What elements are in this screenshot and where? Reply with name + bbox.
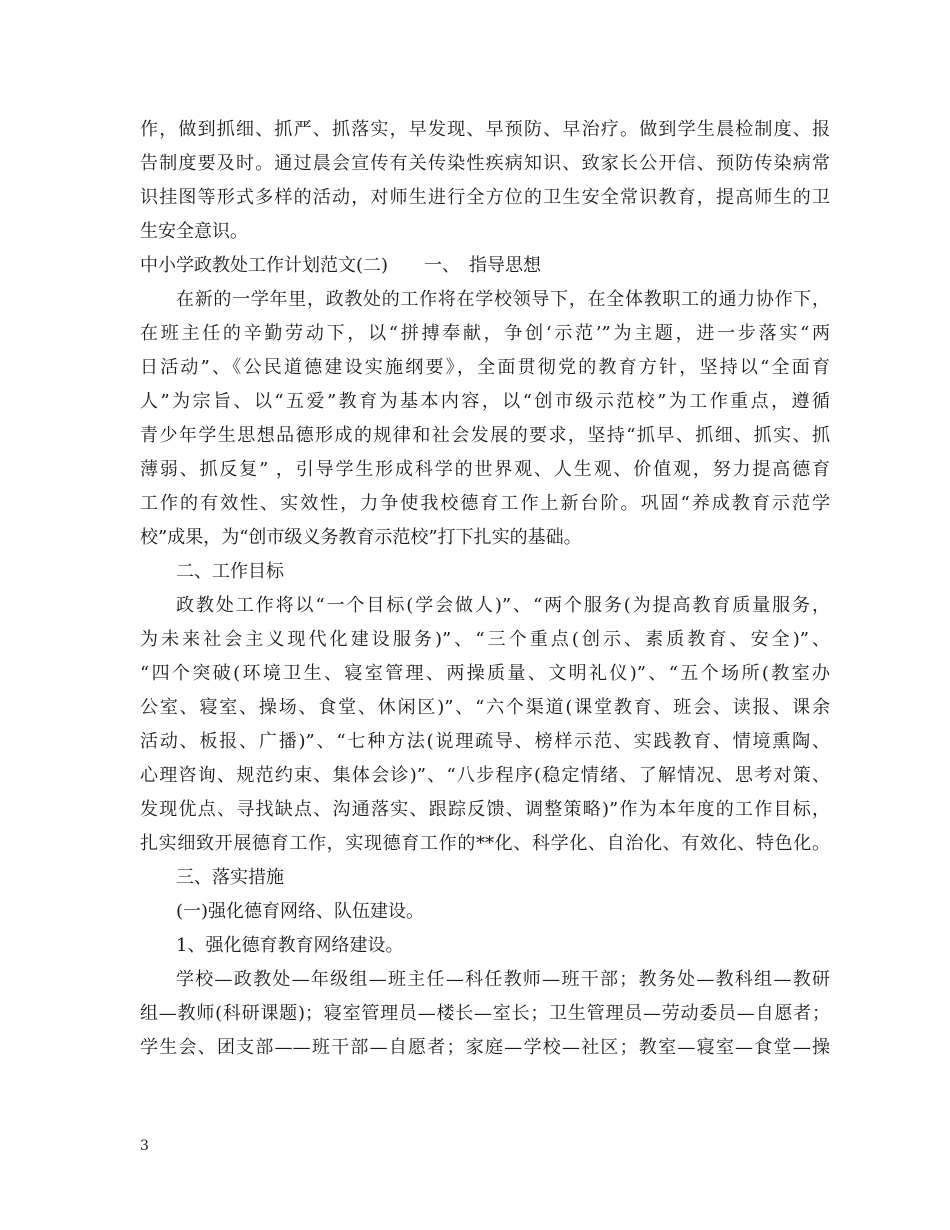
- subsection-heading: (一)强化德育网络、队伍建设。: [176, 901, 425, 922]
- section-heading: 三、落实措施: [176, 867, 284, 888]
- text-line: 活动、板报、广播)”、“七种方法(说理疏导、榜样示范、实践教育、情境熏陶、: [140, 731, 830, 752]
- text-line: 日活动”、《公民道德建设实施纲要》，全面贯彻党的教育方针，坚持以“全面育: [140, 357, 830, 378]
- text-line: 作，做到抓细、抓严、抓落实，早发现、早预防、早治疗。做到学生晨检制度、报: [140, 119, 830, 140]
- subsection-heading: 1、强化德育教育网络建设。: [176, 935, 404, 956]
- text-line: 校”成果，为“创市级义务教育示范校”打下扎实的基础。: [140, 527, 582, 548]
- page-number: 3: [140, 1138, 149, 1154]
- text-line: 告制度要及时。通过晨会宣传有关传染性疾病知识、致家长公开信、预防传染病常: [140, 153, 830, 174]
- section-heading: 二、工作目标: [176, 561, 284, 582]
- text-line: 扎实细致开展德育工作，实现德育工作的**化、科学化、自治化、有效化、特色化。: [140, 833, 830, 854]
- text-line: 薄弱、抓反复” ，引导学生形成科学的世界观、人生观、价值观，努力提高德育: [140, 459, 830, 480]
- text-line: 政教处工作将以“一个目标(学会做人)”、“两个服务(为提高教育质量服务，: [176, 595, 830, 616]
- text-line: 青少年学生思想品德形成的规律和社会发展的要求，坚持“抓早、抓细、抓实、抓: [140, 425, 830, 446]
- text-line: 心理咨询、规范约束、集体会诊)”、“八步程序(稳定情绪、了解情况、思考对策、: [140, 765, 830, 786]
- text-line: 人”为宗旨、以“五爱”教育为基本内容，以“创市级示范校”为工作重点，遵循: [140, 391, 830, 412]
- text-line: 学校—政教处—年级组—班主任—科任教师—班干部；教务处—教科组—教研: [176, 969, 830, 990]
- document-body: [140, 113, 830, 1065]
- text-line: 学生会、团支部——班干部—自愿者；家庭—学校—社区；教室—寝室—食堂—操: [140, 1037, 830, 1058]
- text-line: 在班主任的辛勤劳动下，以“拼搏奉献，争创‘示范’”为主题，进一步落实“两: [140, 323, 830, 344]
- text-line: 公室、寝室、操场、食堂、休闲区)”、“六个渠道(课堂教育、班会、读报、课余: [140, 697, 830, 718]
- text-line: 发现优点、寻找缺点、沟通落实、跟踪反馈、调整策略)”作为本年度的工作目标，: [140, 799, 830, 820]
- text-line: 为未来社会主义现代化建设服务)”、“三个重点(创示、素质教育、安全)”、: [140, 629, 830, 650]
- text-line: “四个突破(环境卫生、寝室管理、两操质量、文明礼仪)”、“五个场所(教室办: [140, 663, 830, 684]
- text-line: 工作的有效性、实效性，力争使我校德育工作上新台阶。巩固“养成教育示范学: [140, 493, 830, 514]
- text-line: 在新的一学年里，政教处的工作将在学校领导下，在全体教职工的通力协作下，: [176, 289, 830, 310]
- text-line: 组—教师(科研课题)；寝室管理员—楼长—室长；卫生管理员—劳动委员—自愿者；: [140, 1003, 830, 1024]
- text-line: 生安全意识。: [140, 221, 248, 242]
- section-heading: 中小学政教处工作计划范文(二) 一、 指导思想: [140, 255, 542, 276]
- text-line: 识挂图等形式多样的活动，对师生进行全方位的卫生安全常识教育，提高师生的卫: [140, 187, 830, 208]
